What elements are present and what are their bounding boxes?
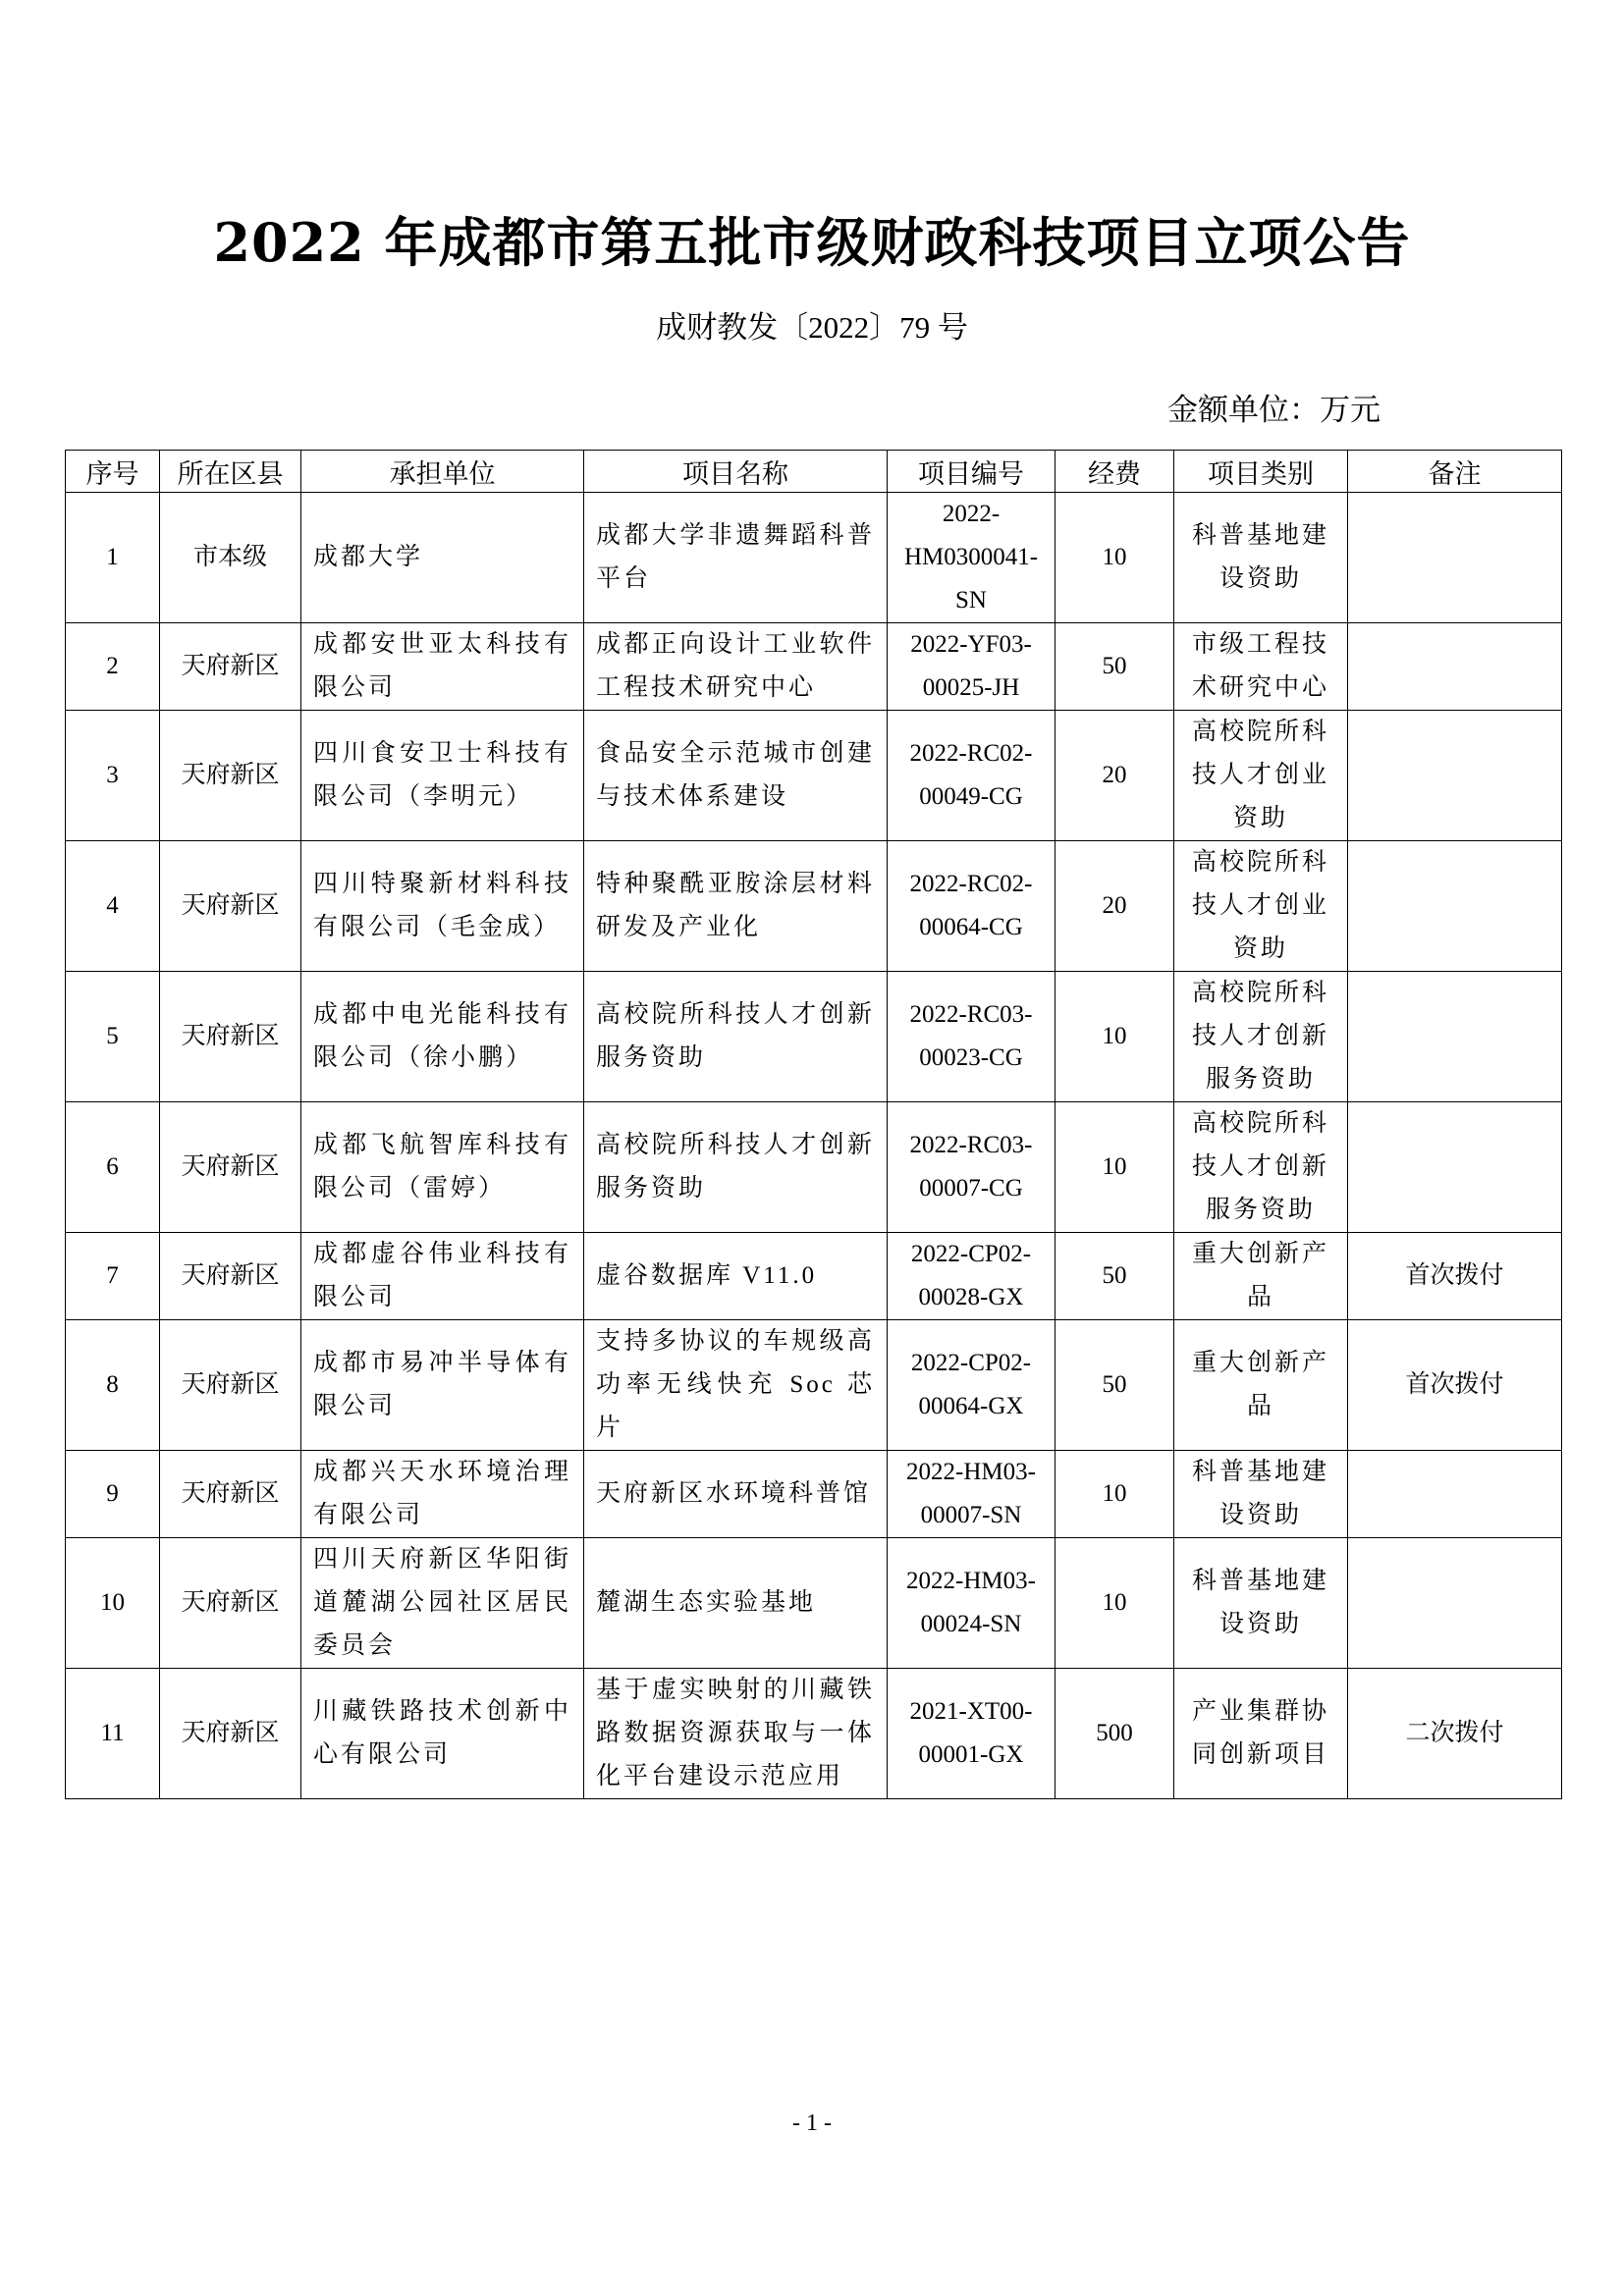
cell-index: 7	[66, 1233, 160, 1320]
table-row	[66, 972, 1562, 1102]
header-funding: 经费	[1056, 451, 1174, 493]
cell-remarks	[1348, 711, 1562, 841]
cell-project-name: 成都大学非遗舞蹈科普平台	[584, 493, 888, 623]
cell-funding: 10	[1056, 972, 1174, 1102]
cell-organization: 成都虚谷伟业科技有限公司	[301, 1233, 584, 1320]
cell-index: 2	[66, 623, 160, 711]
cell-project-name: 食品安全示范城市创建与技术体系建设	[584, 711, 888, 841]
cell-district: 市本级	[160, 493, 301, 623]
cell-category: 科普基地建设资助	[1174, 1451, 1348, 1538]
cell-project-name: 成都正向设计工业软件工程技术研究中心	[584, 623, 888, 711]
cell-organization: 成都市易冲半导体有限公司	[301, 1320, 584, 1451]
cell-project-name: 基于虚实映射的川藏铁路数据资源获取与一体化平台建设示范应用	[584, 1669, 888, 1799]
cell-organization: 成都大学	[301, 493, 584, 623]
header-index: 序号	[66, 451, 160, 493]
cell-remarks	[1348, 1538, 1562, 1669]
cell-funding: 50	[1056, 1233, 1174, 1320]
cell-district: 天府新区	[160, 1320, 301, 1451]
cell-funding: 10	[1056, 1451, 1174, 1538]
cell-district: 天府新区	[160, 1233, 301, 1320]
cell-remarks	[1348, 1451, 1562, 1538]
cell-organization: 川藏铁路技术创新中心有限公司	[301, 1669, 584, 1799]
cell-remarks	[1348, 493, 1562, 623]
cell-project-code: 2022-RC02-00049-CG	[888, 711, 1056, 841]
cell-project-name: 天府新区水环境科普馆	[584, 1451, 888, 1538]
cell-district: 天府新区	[160, 841, 301, 972]
cell-project-code: 2022-HM03-00024-SN	[888, 1538, 1056, 1669]
cell-district: 天府新区	[160, 972, 301, 1102]
cell-project-code: 2022-RC03-00023-CG	[888, 972, 1056, 1102]
cell-funding: 50	[1056, 623, 1174, 711]
cell-district: 天府新区	[160, 1669, 301, 1799]
cell-remarks	[1348, 1102, 1562, 1233]
cell-project-name: 麓湖生态实验基地	[584, 1538, 888, 1669]
cell-organization: 四川天府新区华阳街道麓湖公园社区居民委员会	[301, 1538, 584, 1669]
table-row	[66, 493, 1562, 623]
cell-organization: 成都兴天水环境治理有限公司	[301, 1451, 584, 1538]
cell-project-code: 2022-YF03-00025-JH	[888, 623, 1056, 711]
cell-district: 天府新区	[160, 1538, 301, 1669]
cell-project-name: 支持多协议的车规级高功率无线快充 Soc 芯片	[584, 1320, 888, 1451]
cell-index: 10	[66, 1538, 160, 1669]
document-title: 2022 年成都市第五批市级财政科技项目立项公告	[213, 211, 1411, 274]
table-row	[66, 1669, 1562, 1799]
cell-project-code: 2022-HM0300041-SN	[888, 493, 1056, 623]
cell-funding: 20	[1056, 711, 1174, 841]
table-row	[66, 1320, 1562, 1451]
table-row	[66, 1451, 1562, 1538]
cell-project-code: 2022-HM03-00007-SN	[888, 1451, 1056, 1538]
cell-district: 天府新区	[160, 623, 301, 711]
cell-project-name: 特种聚酰亚胺涂层材料研发及产业化	[584, 841, 888, 972]
cell-index: 9	[66, 1451, 160, 1538]
cell-district: 天府新区	[160, 1451, 301, 1538]
cell-district: 天府新区	[160, 1102, 301, 1233]
cell-project-code: 2022-CP02-00064-GX	[888, 1320, 1056, 1451]
cell-category: 高校院所科技人才创业资助	[1174, 711, 1348, 841]
cell-organization: 成都安世亚太科技有限公司	[301, 623, 584, 711]
cell-organization: 四川食安卫士科技有限公司（李明元）	[301, 711, 584, 841]
cell-index: 6	[66, 1102, 160, 1233]
cell-funding: 10	[1056, 493, 1174, 623]
cell-category: 科普基地建设资助	[1174, 1538, 1348, 1669]
cell-index: 5	[66, 972, 160, 1102]
cell-funding: 500	[1056, 1669, 1174, 1799]
cell-project-code: 2021-XT00-00001-GX	[888, 1669, 1056, 1799]
cell-project-code: 2022-CP02-00028-GX	[888, 1233, 1056, 1320]
header-project-name: 项目名称	[584, 451, 888, 493]
cell-organization: 成都中电光能科技有限公司（徐小鹏）	[301, 972, 584, 1102]
cell-remarks	[1348, 623, 1562, 711]
table-row	[66, 1233, 1562, 1320]
cell-project-code: 2022-RC02-00064-CG	[888, 841, 1056, 972]
cell-remarks: 二次拨付	[1348, 1669, 1562, 1799]
cell-remarks	[1348, 841, 1562, 972]
header-organization: 承担单位	[301, 451, 584, 493]
header-category: 项目类别	[1174, 451, 1348, 493]
cell-index: 11	[66, 1669, 160, 1799]
cell-category: 高校院所科技人才创新服务资助	[1174, 972, 1348, 1102]
amount-unit-label: 金额单位：万元	[1167, 393, 1380, 427]
header-district: 所在区县	[160, 451, 301, 493]
header-remarks: 备注	[1348, 451, 1562, 493]
cell-remarks: 首次拨付	[1348, 1320, 1562, 1451]
cell-organization: 成都飞航智库科技有限公司（雷婷）	[301, 1102, 584, 1233]
cell-index: 3	[66, 711, 160, 841]
cell-category: 重大创新产品	[1174, 1233, 1348, 1320]
cell-funding: 20	[1056, 841, 1174, 972]
table-row	[66, 841, 1562, 972]
cell-funding: 10	[1056, 1102, 1174, 1233]
cell-category: 产业集群协同创新项目	[1174, 1669, 1348, 1799]
cell-index: 4	[66, 841, 160, 972]
table-row	[66, 623, 1562, 711]
cell-funding: 10	[1056, 1538, 1174, 1669]
table-row	[66, 711, 1562, 841]
header-project-code: 项目编号	[888, 451, 1056, 493]
table-header-row	[66, 451, 1562, 493]
cell-category: 市级工程技术研究中心	[1174, 623, 1348, 711]
cell-project-name: 虚谷数据库 V11.0	[584, 1233, 888, 1320]
cell-organization: 四川特聚新材料科技有限公司（毛金成）	[301, 841, 584, 972]
cell-category: 高校院所科技人才创业资助	[1174, 841, 1348, 972]
cell-index: 1	[66, 493, 160, 623]
cell-index: 8	[66, 1320, 160, 1451]
page-number: - 1 -	[792, 2110, 832, 2136]
cell-remarks	[1348, 972, 1562, 1102]
table-row	[66, 1538, 1562, 1669]
cell-category: 科普基地建设资助	[1174, 493, 1348, 623]
project-table	[65, 450, 1562, 1799]
cell-project-name: 高校院所科技人才创新服务资助	[584, 1102, 888, 1233]
cell-category: 高校院所科技人才创新服务资助	[1174, 1102, 1348, 1233]
cell-remarks: 首次拨付	[1348, 1233, 1562, 1320]
cell-category: 重大创新产品	[1174, 1320, 1348, 1451]
table-row	[66, 1102, 1562, 1233]
cell-district: 天府新区	[160, 711, 301, 841]
cell-funding: 50	[1056, 1320, 1174, 1451]
cell-project-code: 2022-RC03-00007-CG	[888, 1102, 1056, 1233]
document-number: 成财教发〔2022〕79 号	[656, 310, 968, 345]
cell-project-name: 高校院所科技人才创新服务资助	[584, 972, 888, 1102]
